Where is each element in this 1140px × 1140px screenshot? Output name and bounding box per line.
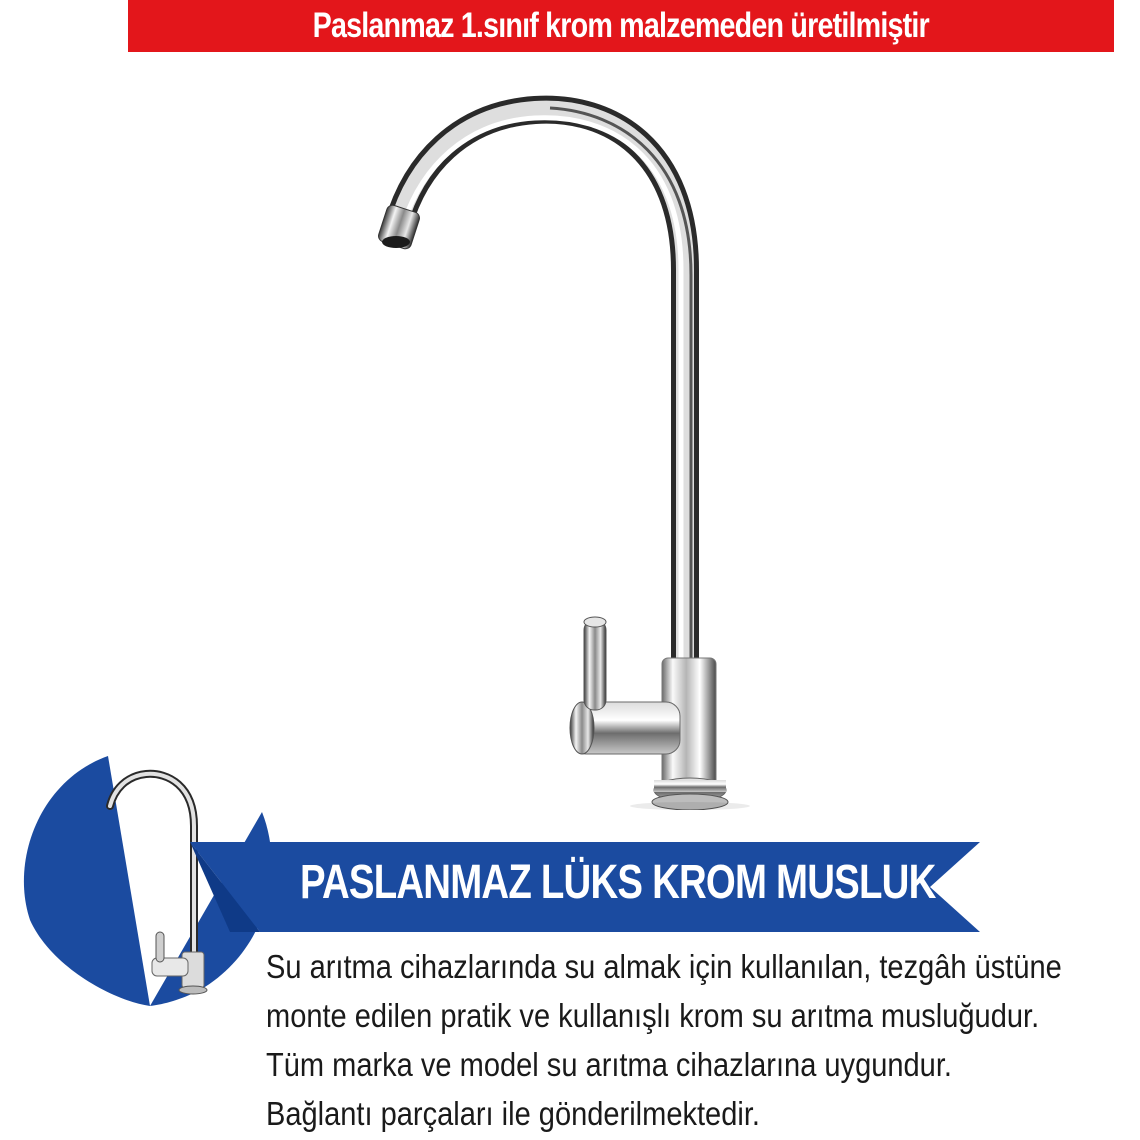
description-line: Tüm marka ve model su arıtma cihazlarına uygundur. — [266, 1046, 952, 1083]
top-banner — [128, 0, 1114, 52]
chrome-faucet-icon — [360, 90, 760, 810]
product-description — [266, 942, 1132, 1138]
description-line: monte edilen pratik ve kullanışlı krom su arıtma musluğudur. — [266, 997, 1040, 1034]
top-banner-text: Paslanmaz 1.sınıf krom malzemeden üretilmiştir — [312, 6, 930, 45]
ribbon-title: PASLANMAZ LÜKS KROM MUSLUK — [300, 856, 936, 909]
description-line: Bağlantı parçaları ile gönderilmektedir. — [266, 1095, 760, 1132]
description-line: Su arıtma cihazlarında su almak için kullanılan, tezgâh üstüne — [266, 948, 1062, 985]
